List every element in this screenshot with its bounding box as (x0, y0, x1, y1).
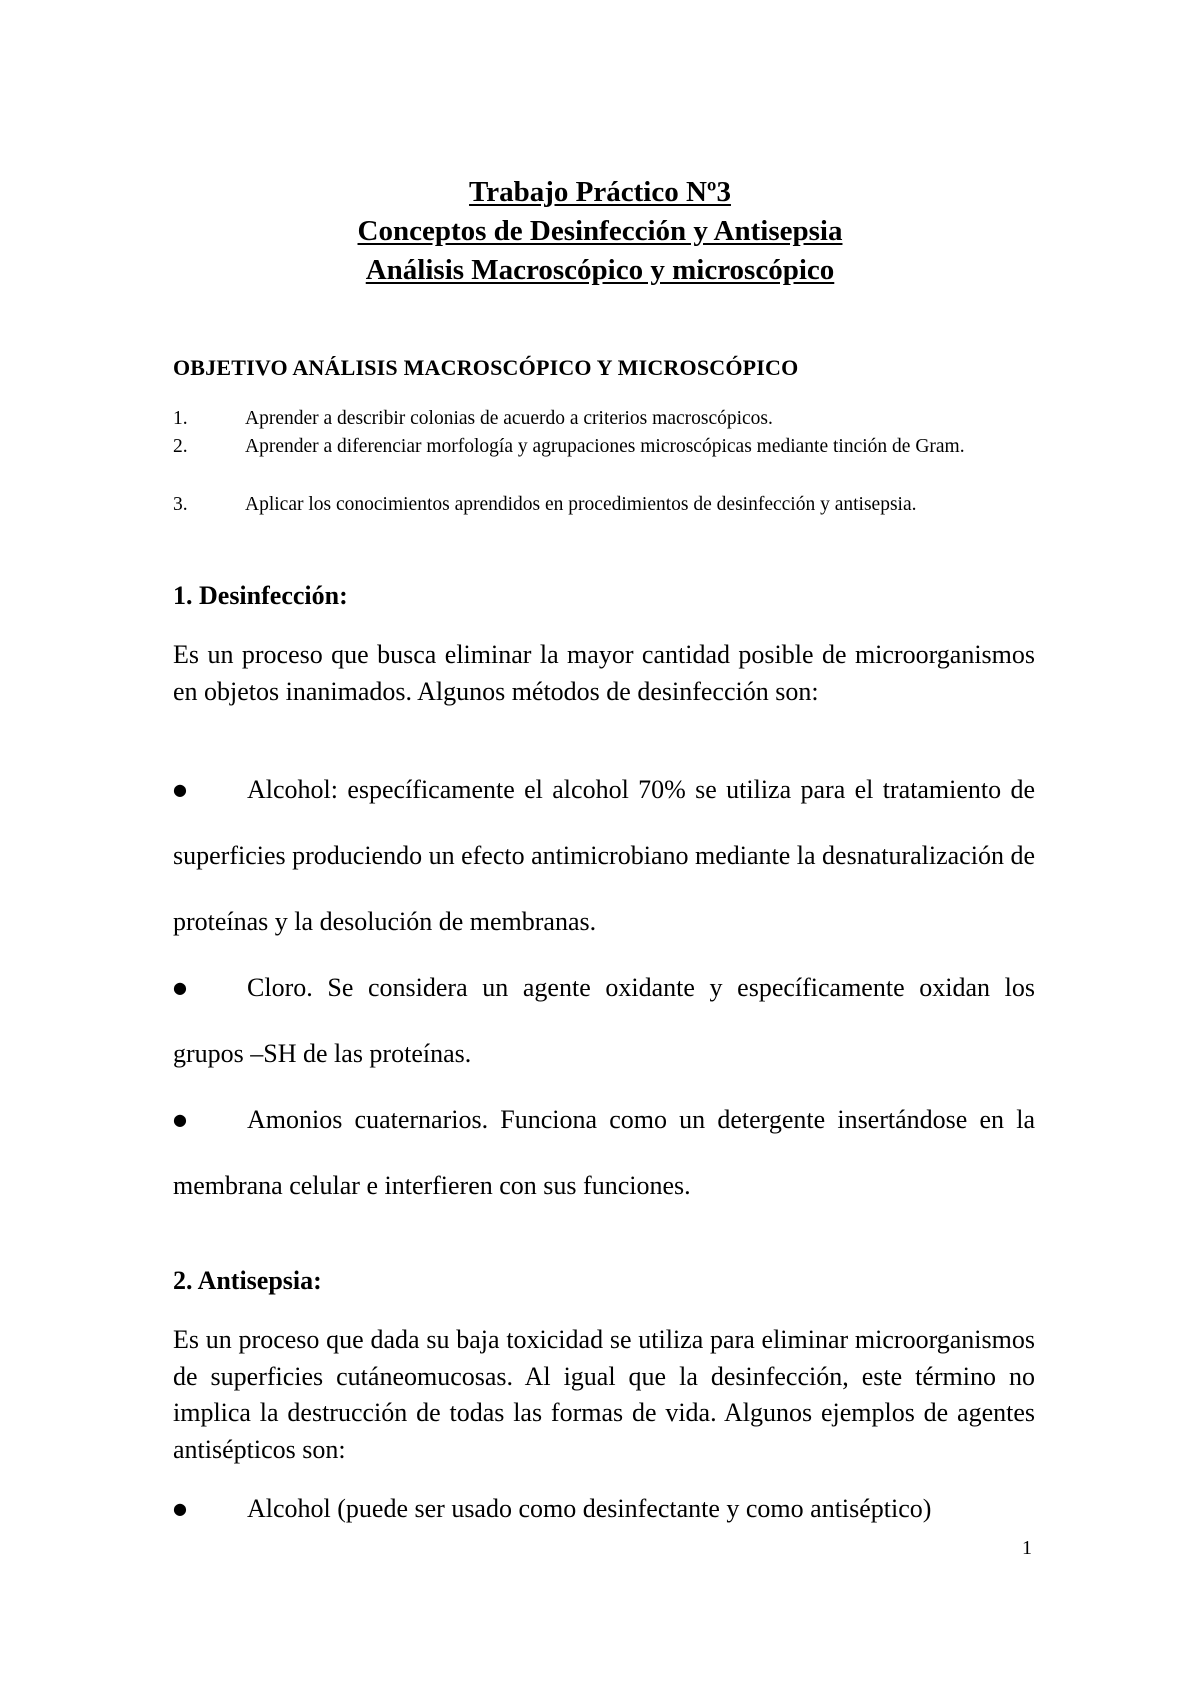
title-line-2: Conceptos de Desinfección y Antisepsia (357, 215, 843, 247)
section1-intro-paragraph: Es un proceso que busca eliminar la mayor cantidad posible de microorganismos en objetos inanimados. Algunos métodos de desinfección son: (173, 640, 1035, 706)
title-line-3: Análisis Macroscópico y microscópico (365, 254, 835, 286)
bullet-item (173, 955, 1035, 1087)
bullet-item-text: Cloro. Se considera un agente oxidante y específicamente oxidan los grupos –SH de las proteínas. (173, 973, 1035, 1068)
section-heading-desinfeccion: 1. Desinfección: (173, 581, 348, 610)
objective-item-text: Aplicar los conocimientos aprendidos en procedimientos de desinfección y antisepsia. (245, 494, 917, 515)
bullet-item (173, 757, 1035, 955)
objective-heading: OBJETIVO ANÁLISIS MACROSCÓPICO Y MICROSCÓPICO (173, 355, 799, 380)
page-number: 1 (1022, 1537, 1032, 1559)
bullet-item (173, 1087, 1035, 1219)
title-line-1: Trabajo Práctico Nº3 (469, 176, 731, 208)
bullet-icon: ● (173, 978, 187, 997)
bullet-icon: ● (173, 1499, 187, 1518)
objective-item (173, 405, 1035, 433)
section-heading-antisepsia: 2. Antisepsia: (173, 1266, 322, 1295)
bullet-item-text: Alcohol: específicamente el alcohol 70% se utiliza para el tratamiento de superficies produciendo un efecto antimicrobiano mediante la desnaturalización de proteínas y la desolución de membranas. (173, 775, 1035, 936)
bullet-icon: ● (173, 780, 187, 799)
objective-item-number: 3. (173, 494, 188, 515)
objective-item-number: 2. (173, 436, 188, 457)
bullet-item (173, 1491, 1035, 1527)
section2-intro-paragraph: Es un proceso que dada su baja toxicidad se utiliza para eliminar microorganismos de superficies cutáneomucosas. Al igual que la desinfección, este término no implica la destrucción de todas las formas de vida. Algunos ejemplos de agentes antisépticos son: (173, 1325, 1035, 1464)
bullet-item-text: Alcohol (puede ser usado como desinfectante y como antiséptico) (247, 1494, 932, 1523)
bullet-icon: ● (173, 1110, 187, 1129)
bullet-item-text: Amonios cuaternarios. Funciona como un detergente insertándose en la membrana celular e interfieren con sus funciones. (173, 1105, 1035, 1200)
objective-item-number: 1. (173, 408, 188, 429)
objective-item (173, 433, 1035, 461)
objective-item-text: Aprender a diferenciar morfología y agrupaciones microscópicas mediante tinción de Gram. (245, 436, 965, 457)
objective-item (173, 491, 1035, 519)
objective-item-text: Aprender a describir colonias de acuerdo a criterios macroscópicos. (245, 408, 773, 429)
